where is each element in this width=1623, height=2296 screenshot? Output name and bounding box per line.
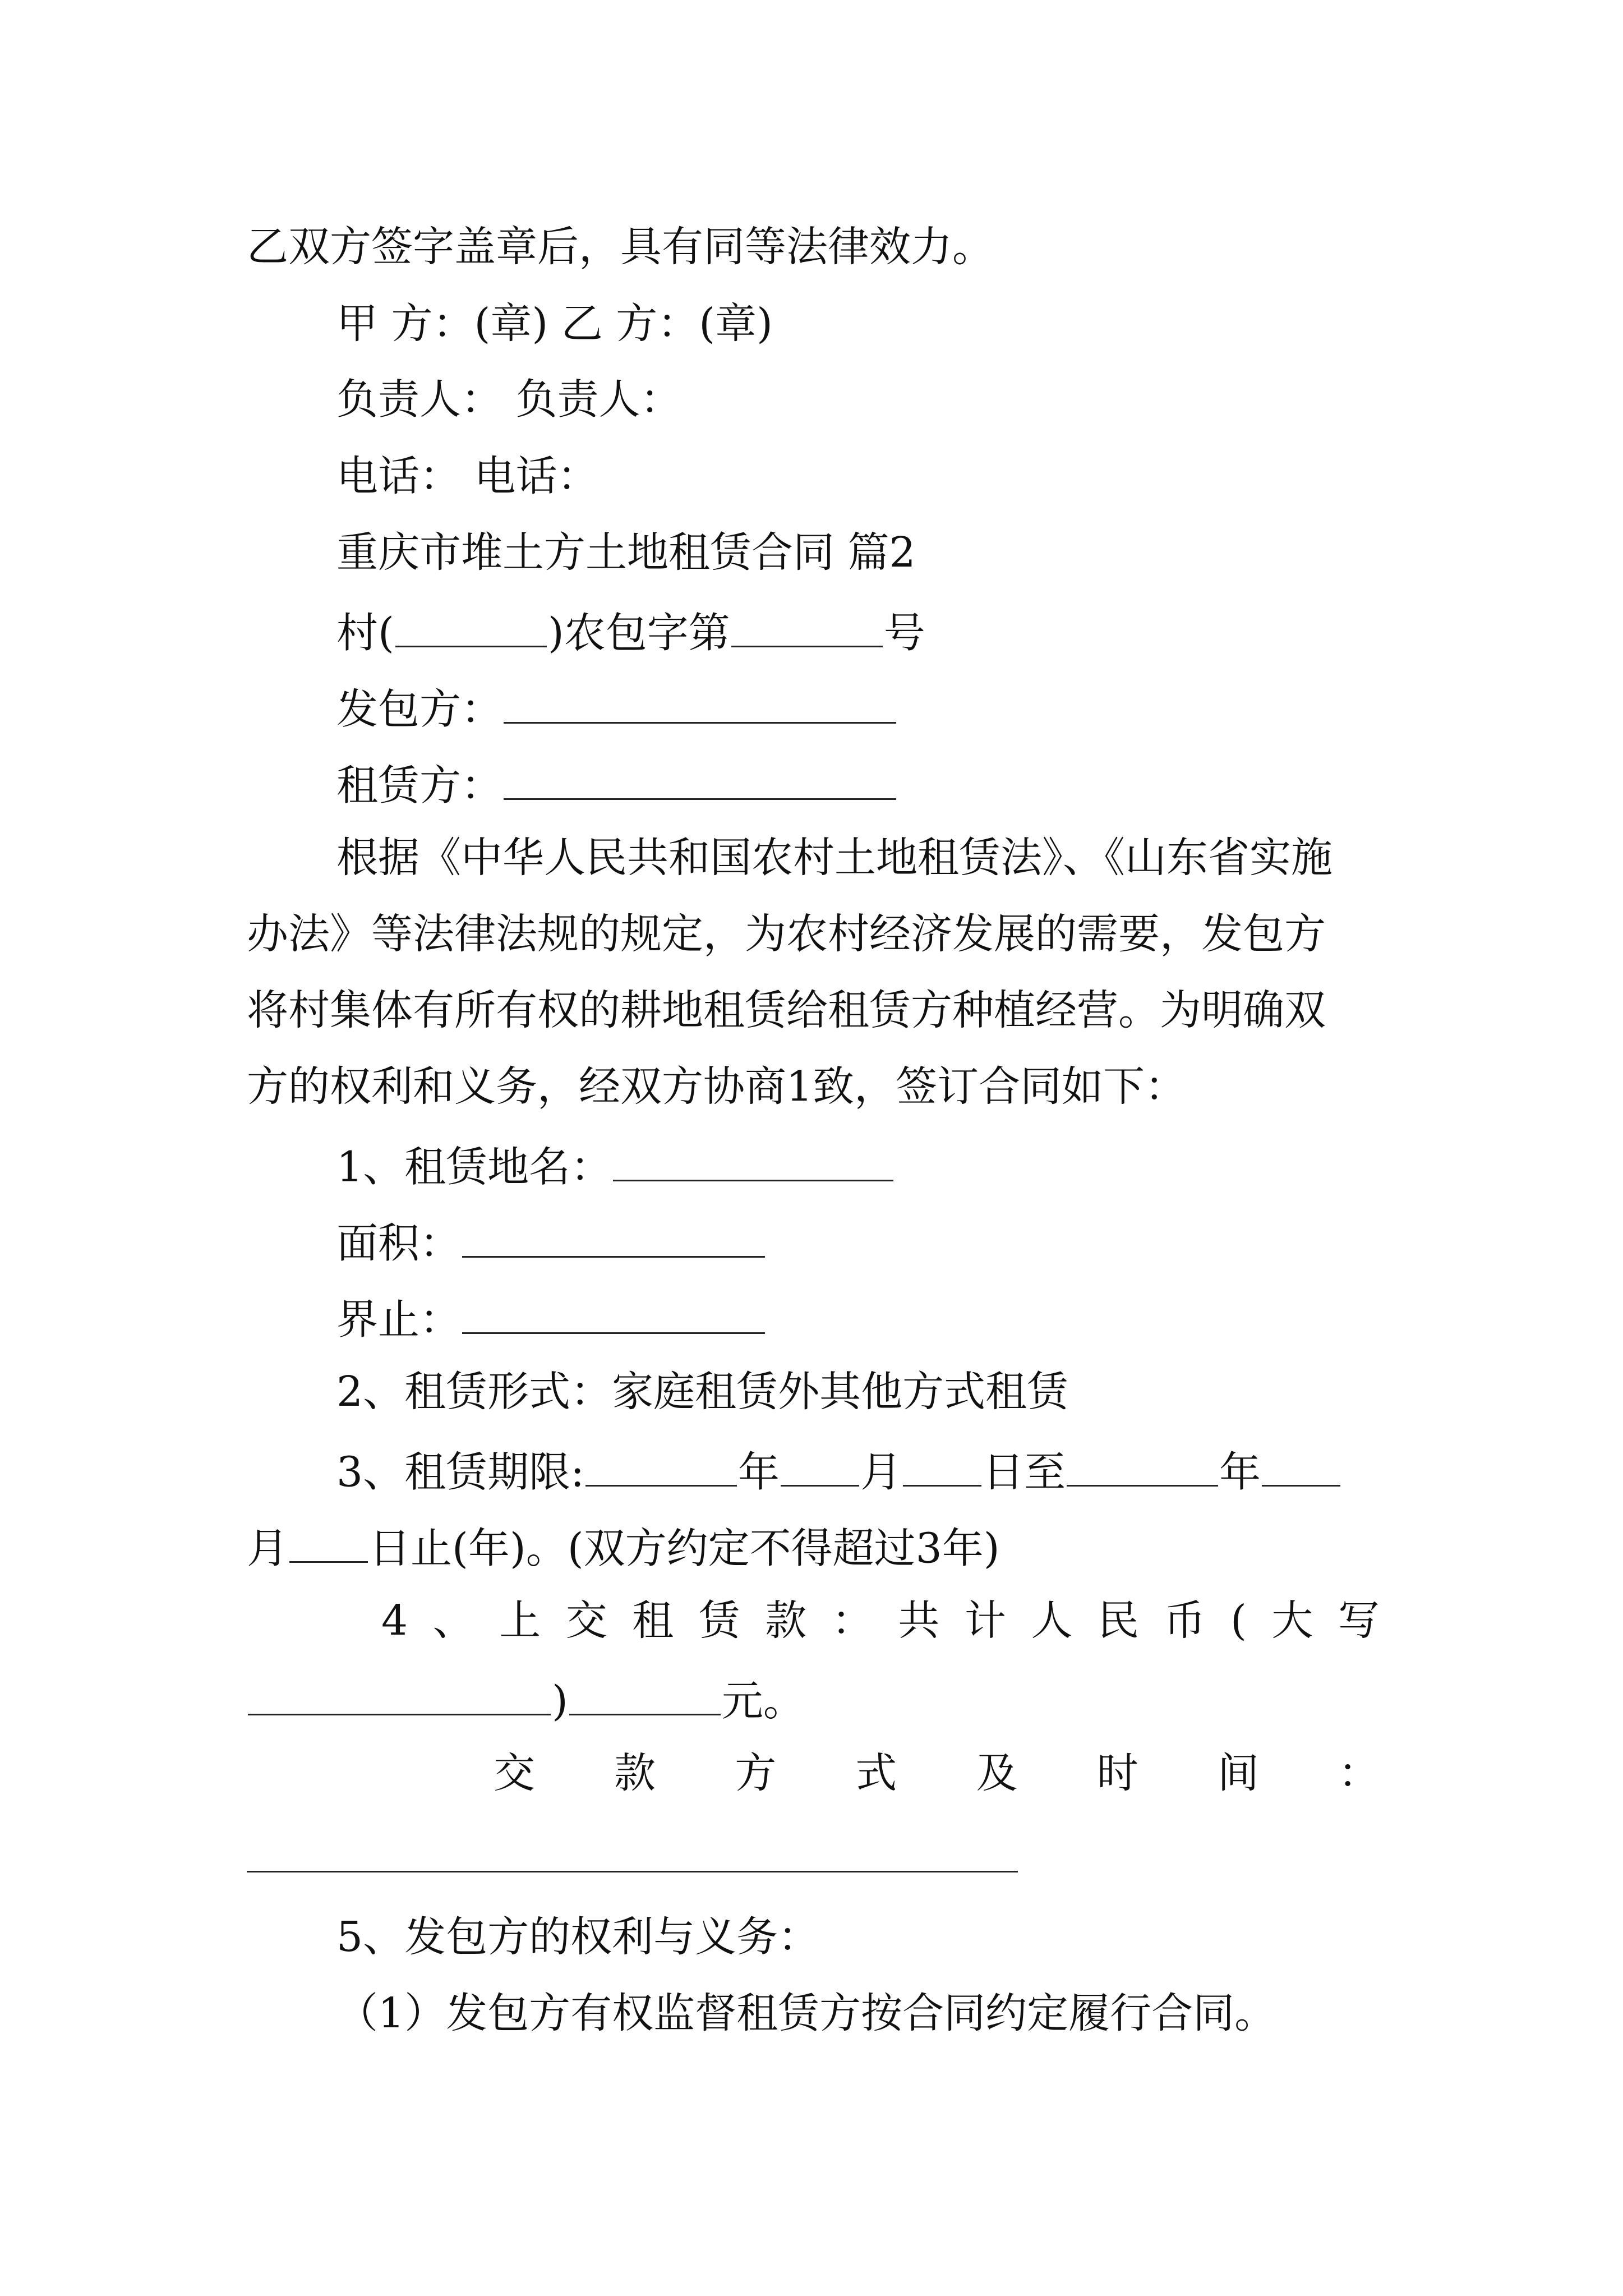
lease-location-line: [336, 1142, 895, 1191]
section-heading: 重庆市堆土方土地租赁合同 篇2: [336, 528, 916, 577]
char: 款: [614, 1749, 656, 1797]
blank-field: [1067, 1447, 1218, 1487]
text-line: 乙双方签字盖章后，具有同等法律效力。: [247, 223, 994, 271]
char: 上: [499, 1596, 541, 1645]
char: 人: [1031, 1596, 1073, 1645]
issuer-label: 发包方：: [336, 685, 502, 734]
text: 元。: [721, 1677, 805, 1726]
blank-field: [731, 608, 883, 647]
blank-field: [781, 1447, 859, 1487]
text: 日至: [983, 1448, 1066, 1497]
phone-line: 电话： 电话：: [336, 452, 599, 500]
text-line: 根据《中华人民共和国农村土地租赁法》、《山东省实施: [336, 834, 1332, 882]
blank-field: [504, 761, 896, 800]
text: )农包字第: [547, 609, 730, 657]
blank-rule: [247, 1871, 1018, 1872]
lease-location-label: 1、租赁地名：: [336, 1143, 612, 1191]
char: 时: [1096, 1749, 1138, 1797]
char: ：: [1338, 1749, 1380, 1797]
lessee-label: 租赁方：: [336, 761, 502, 810]
lessee-line: [336, 761, 897, 810]
lease-term-label: 3、租赁期限:: [336, 1448, 585, 1497]
text: 村(: [336, 609, 394, 657]
blank-field: [289, 1524, 368, 1563]
char: 租: [632, 1596, 674, 1645]
char: 赁: [698, 1596, 740, 1645]
char: 交: [565, 1596, 607, 1645]
char: 民: [1097, 1596, 1139, 1645]
responsible-person-line: 负责人： 负责人：: [336, 375, 682, 424]
blank-field: [462, 1218, 765, 1258]
char: 共: [898, 1596, 940, 1645]
lease-term-line-2: [247, 1524, 1000, 1573]
blank-field: [462, 1295, 765, 1334]
issuer-line: [336, 684, 897, 734]
text-line: 将村集体有所有权的耕地租赁给租赁方种植经营。为明确双: [247, 986, 1326, 1034]
text-line: 方的权利和义务，经双方协商1致，签订合同如下：: [247, 1062, 1187, 1111]
area-line: [336, 1218, 766, 1268]
issuer-rights-heading: 5、发包方的权利与义务：: [336, 1913, 820, 1961]
char: 币: [1164, 1596, 1206, 1645]
char: 款: [765, 1596, 807, 1645]
text: 号: [883, 609, 925, 657]
blank-field: [903, 1447, 981, 1487]
boundary-label: 界止：: [336, 1295, 461, 1344]
char: 、: [432, 1596, 474, 1645]
text: 月: [860, 1448, 902, 1497]
blank-field: [504, 684, 896, 724]
text: 年: [738, 1448, 780, 1497]
lease-term-line: [336, 1447, 1341, 1497]
rent-amount-line: [247, 1676, 805, 1726]
area-label: 面积：: [336, 1219, 461, 1268]
blank-field: [569, 1676, 721, 1715]
text: 月: [247, 1524, 288, 1573]
text: 日止(年)。(双方约定不得超过3年): [369, 1524, 1000, 1573]
text-line: 办法》等法律法规的规定，为农村经济发展的需要，发包方: [247, 910, 1326, 958]
char: 及: [976, 1749, 1018, 1797]
char: (: [1230, 1596, 1247, 1645]
payment-method-line: [494, 1749, 1380, 1797]
char: 式: [855, 1749, 897, 1797]
blank-field: [585, 1447, 737, 1487]
boundary-line: [336, 1295, 766, 1344]
text: ): [552, 1677, 568, 1726]
blank-field: [1262, 1447, 1340, 1487]
text-line: （1）发包方有权监督租赁方按合同约定履行合同。: [336, 1989, 1276, 2037]
blank-field: [248, 1676, 551, 1715]
char: 4: [381, 1596, 408, 1645]
blank-field: [613, 1142, 893, 1181]
char: 交: [494, 1749, 535, 1797]
char: 大: [1271, 1596, 1313, 1645]
char: 计: [964, 1596, 1006, 1645]
rent-payment-line: [381, 1596, 1380, 1645]
char: 间: [1217, 1749, 1259, 1797]
blank-field: [395, 608, 547, 647]
lease-form-line: 2、租赁形式：家庭租赁外其他方式租赁: [336, 1368, 1069, 1416]
contract-number-line: [336, 608, 925, 657]
text: 年: [1219, 1448, 1261, 1497]
char: 方: [735, 1749, 777, 1797]
signature-party-line: 甲 方：(章) 乙 方：(章): [336, 300, 773, 348]
char: 写: [1338, 1596, 1380, 1645]
char: ：: [831, 1596, 873, 1645]
